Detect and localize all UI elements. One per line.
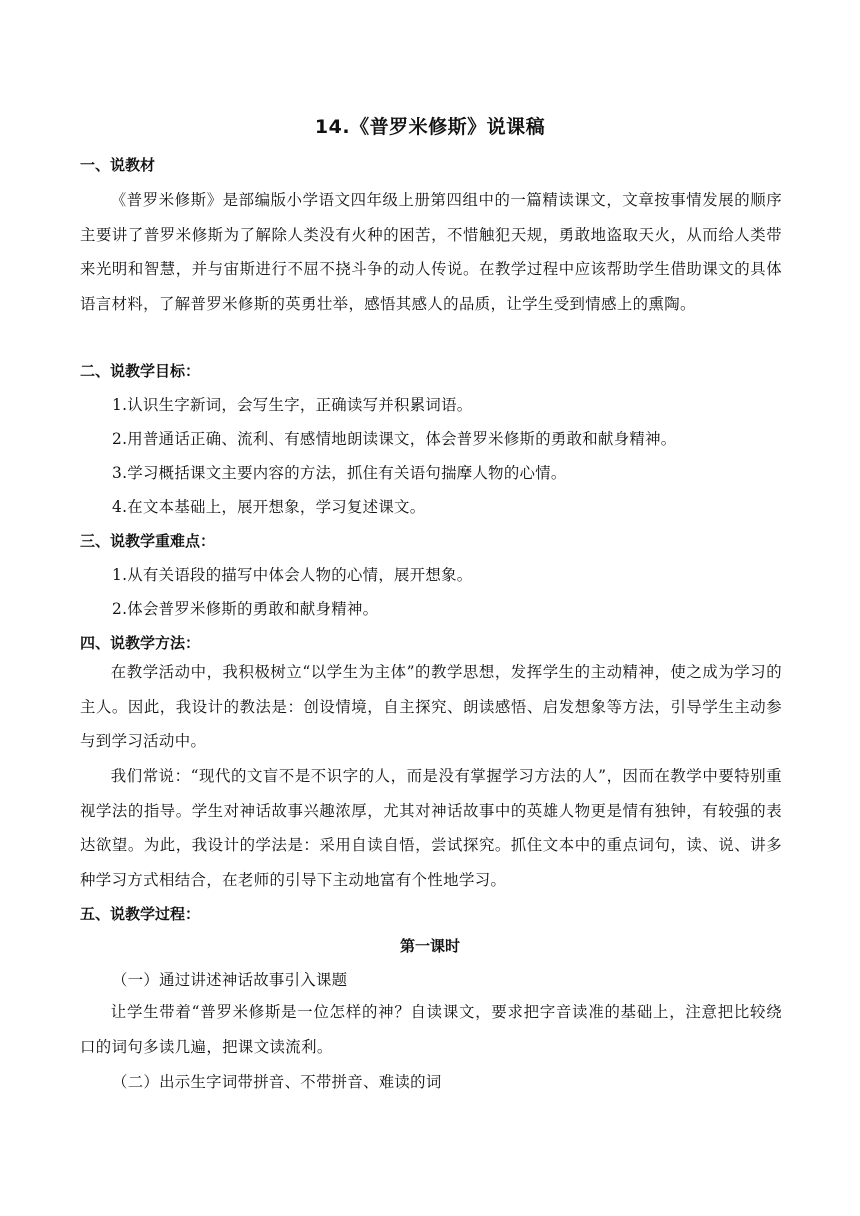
- objective-item-2: 2.用普通话正确、流利、有感情地朗读课文，体会普罗米修斯的勇敢和献身精神。: [112, 430, 677, 448]
- lesson-heading: 第一课时: [399, 937, 460, 955]
- textbook-paragraph: 《普罗米修斯》是部编版小学语文四年级上册第四组中的一篇精读课文，文章按事情发展的顺序主要讲了普罗米修斯为了解除人类没有火种的困苦，不惜触犯天规，勇敢地盗取天火，从而给人类带来光明和智慧，并与宙斯进行不屈不挠斗争的动人传说。在教学过程中应该帮助学生借助课文的具体语言材料，了解普罗米修斯的英勇壮举，感悟其感人的品质，让学生受到情感上的熏陶。: [80, 191, 782, 313]
- methods-paragraph-2: 我们常说：“现代的文盲不是不识字的人，而是没有掌握学习方法的人”，因而在教学中要特别重视学法的指导。学生对神话故事兴趣浓厚，尤其对神话故事中的英雄人物更是情有独钟，有较强的表达欲望。为此，我设计的学法是：采用自读自悟，尝试探究。抓住文本中的重点词句，读、说、讲多种学习方式相结合，在老师的引导下主动地富有个性地学习。: [80, 767, 782, 889]
- process-step-2: （二）出示生字词带拼音、不带拼音、难读的词: [112, 1073, 442, 1091]
- section-heading-objectives: 二、说教学目标：: [80, 362, 201, 380]
- key-point-item-1: 1.从有关语段的描写中体会人物的心情，展开想象。: [112, 566, 473, 584]
- document-title: 14.《普罗米修斯》说课稿: [314, 116, 546, 138]
- objective-item-1: 1.认识生字新词，会写生字，正确读写并积累词语。: [112, 396, 473, 414]
- section-heading-methods: 四、说教学方法：: [80, 634, 201, 652]
- methods-paragraph-1: 在教学活动中，我积极树立“以学生为主体”的教学思想，发挥学生的主动精神，使之成为学习的主人。因此，我设计的教法是：创设情境，自主探究、朗读感悟、启发想象等方法，引导学生主动参与到学习活动中。: [80, 663, 782, 750]
- process-step-1: （一）通过讲述神话故事引入课题: [112, 971, 348, 989]
- section-heading-textbook: 一、说教材: [80, 156, 156, 174]
- section-heading-process: 五、说教学过程：: [80, 905, 201, 923]
- process-paragraph: 让学生带着“普罗米修斯是一位怎样的神？自读课文，要求把字音读准的基础上，注意把比较绕口的词句多读几遍，把课文读流利。: [80, 1003, 782, 1056]
- key-point-item-2: 2.体会普罗米修斯的勇敢和献身精神。: [112, 600, 379, 618]
- section-heading-key-points: 三、说教学重难点：: [80, 532, 216, 550]
- objective-item-3: 3.学习概括课文主要内容的方法，抓住有关语句揣摩人物的心情。: [112, 464, 567, 482]
- objective-item-4: 4.在文本基础上，展开想象，学习复述课文。: [112, 498, 426, 516]
